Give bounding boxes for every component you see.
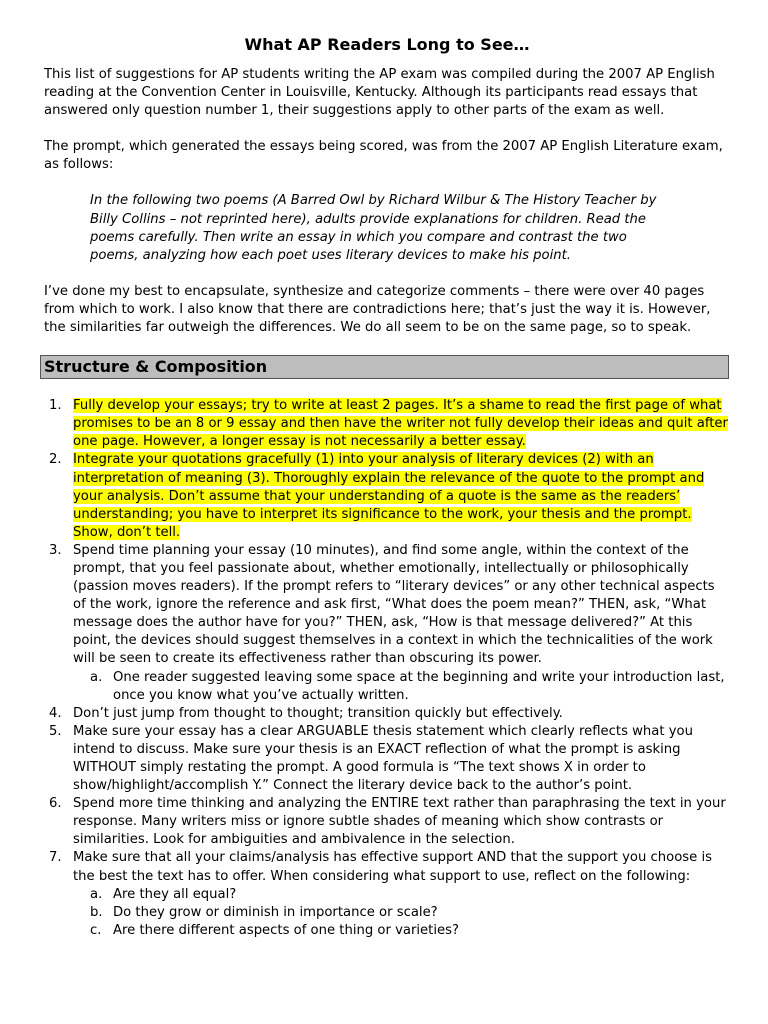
list-item	[44, 451, 730, 541]
intro-paragraph: This list of suggestions for AP students writing the AP exam was compiled during the 2007 AP English reading at the Convention Center in Louisville, Kentucky. Although its participants read essays that answered only question number 1, their suggestions apply to other parts of the exam as well.	[44, 67, 715, 119]
list-item	[44, 542, 730, 705]
sub-list-item	[73, 886, 730, 904]
sub-list-item	[73, 669, 730, 705]
sub-item-letter: a.	[90, 669, 103, 685]
list-item	[44, 849, 730, 939]
document-page	[44, 34, 730, 940]
item-number: 7.	[49, 850, 62, 866]
sub-list-item	[73, 904, 730, 922]
page-title: What AP Readers Long to See…	[244, 35, 530, 54]
sub-item-letter: c.	[90, 922, 102, 938]
item-number: 6.	[49, 796, 62, 812]
item-text: Don’t just jump from thought to thought; transition quickly but effectively.	[73, 705, 563, 721]
sub-item-text: One reader suggested leaving some space at the beginning and write your introduction last, once you know what you’ve actually written.	[113, 669, 725, 703]
item-number: 5.	[49, 723, 62, 739]
list-item	[44, 397, 730, 451]
item-text: Fully develop your essays; try to write at least 2 pages. It’s a shame to read the first page of what promises to be an 8 or 9 essay and then have the writer not fully develop their ideas and quit after one page. However, a longer essay is not necessarily a better essay.	[73, 398, 728, 450]
sub-list	[73, 669, 730, 705]
item-number: 3.	[49, 542, 62, 558]
item-number: 2.	[49, 452, 62, 468]
sub-item-letter: b.	[90, 904, 103, 920]
sub-item-text: Are there different aspects of one thing or varieties?	[113, 922, 459, 938]
item-text: Make sure that all your claims/analysis has effective support AND that the support you choose is the best the text has to offer. When considering what support to use, reflect on the following:	[73, 850, 712, 884]
sub-list-item	[73, 922, 730, 940]
suggestions-list	[44, 397, 730, 940]
summary-paragraph: I’ve done my best to encapsulate, synthesize and categorize comments – there were over 40 pages from which to work. I also know that there are contradictions here; that’s just the way it is. However, the similarities far outweigh the differences. We do all seem to be on the same page, so to speak.	[44, 283, 711, 336]
section-heading: Structure & Composition	[40, 355, 729, 379]
list-item	[44, 795, 730, 849]
item-text: Integrate your quotations gracefully (1) into your analysis of literary devices (2) with an interpretation of meaning (3). Thoroughly explain the relevance of the quote to the prompt and your analysis. Don’t assume that your understanding of a quote is the same as the readers’ understanding; you have to interpret its significance to the work, your thesis and the prompt. Show, don’t tell.	[73, 452, 705, 540]
sub-item-text: Do they grow or diminish in importance or scale?	[113, 904, 438, 920]
item-number: 4.	[49, 705, 62, 721]
sub-list	[73, 886, 730, 940]
sub-item-text: Are they all equal?	[113, 886, 237, 902]
prompt-quote: In the following two poems (A Barred Owl by Richard Wilbur & The History Teacher by Billy Collins – not reprinted here), adults provide explanations for children. Read the poems carefully. Then write an essay in which you compare and contrast the two poems, analyzing how each poet uses literary devices to make his point.	[90, 193, 657, 263]
list-item	[44, 705, 730, 723]
sub-item-letter: a.	[90, 886, 103, 902]
list-item	[44, 723, 730, 795]
prompt-intro-paragraph: The prompt, which generated the essays being scored, was from the 2007 AP English Literature exam, as follows:	[44, 139, 723, 173]
item-text: Spend more time thinking and analyzing the ENTIRE text rather than paraphrasing the text in your response. Many writers miss or ignore subtle shades of meaning which show contrasts or similarities. Look for ambiguities and ambivalence in the selection.	[73, 796, 726, 848]
item-text: Spend time planning your essay (10 minutes), and find some angle, within the context of the prompt, that you feel passionate about, whether emotionally, intellectually or philosophically (passion moves readers). If the prompt refers to “literary devices” or any other technical aspects of the work, ignore the reference and ask first, “What does the poem mean?” THEN, ask, “What message does the author have for you?” THEN, ask, “How is that message delivered?” At this point, the devices should suggest themselves in a context in which the technicalities of the work will be seen to create its effectiveness rather than obscuring its power.	[73, 542, 715, 667]
item-text: Make sure your essay has a clear ARGUABLE thesis statement which clearly reflects what you intend to discuss. Make sure your thesis is an EXACT reflection of what the prompt is asking WITHOUT simply restating the prompt. A good formula is “The text shows X in order to show/highlight/accomplish Y.” Connect the literary device back to the author’s point.	[73, 723, 693, 794]
item-number: 1.	[49, 398, 62, 414]
